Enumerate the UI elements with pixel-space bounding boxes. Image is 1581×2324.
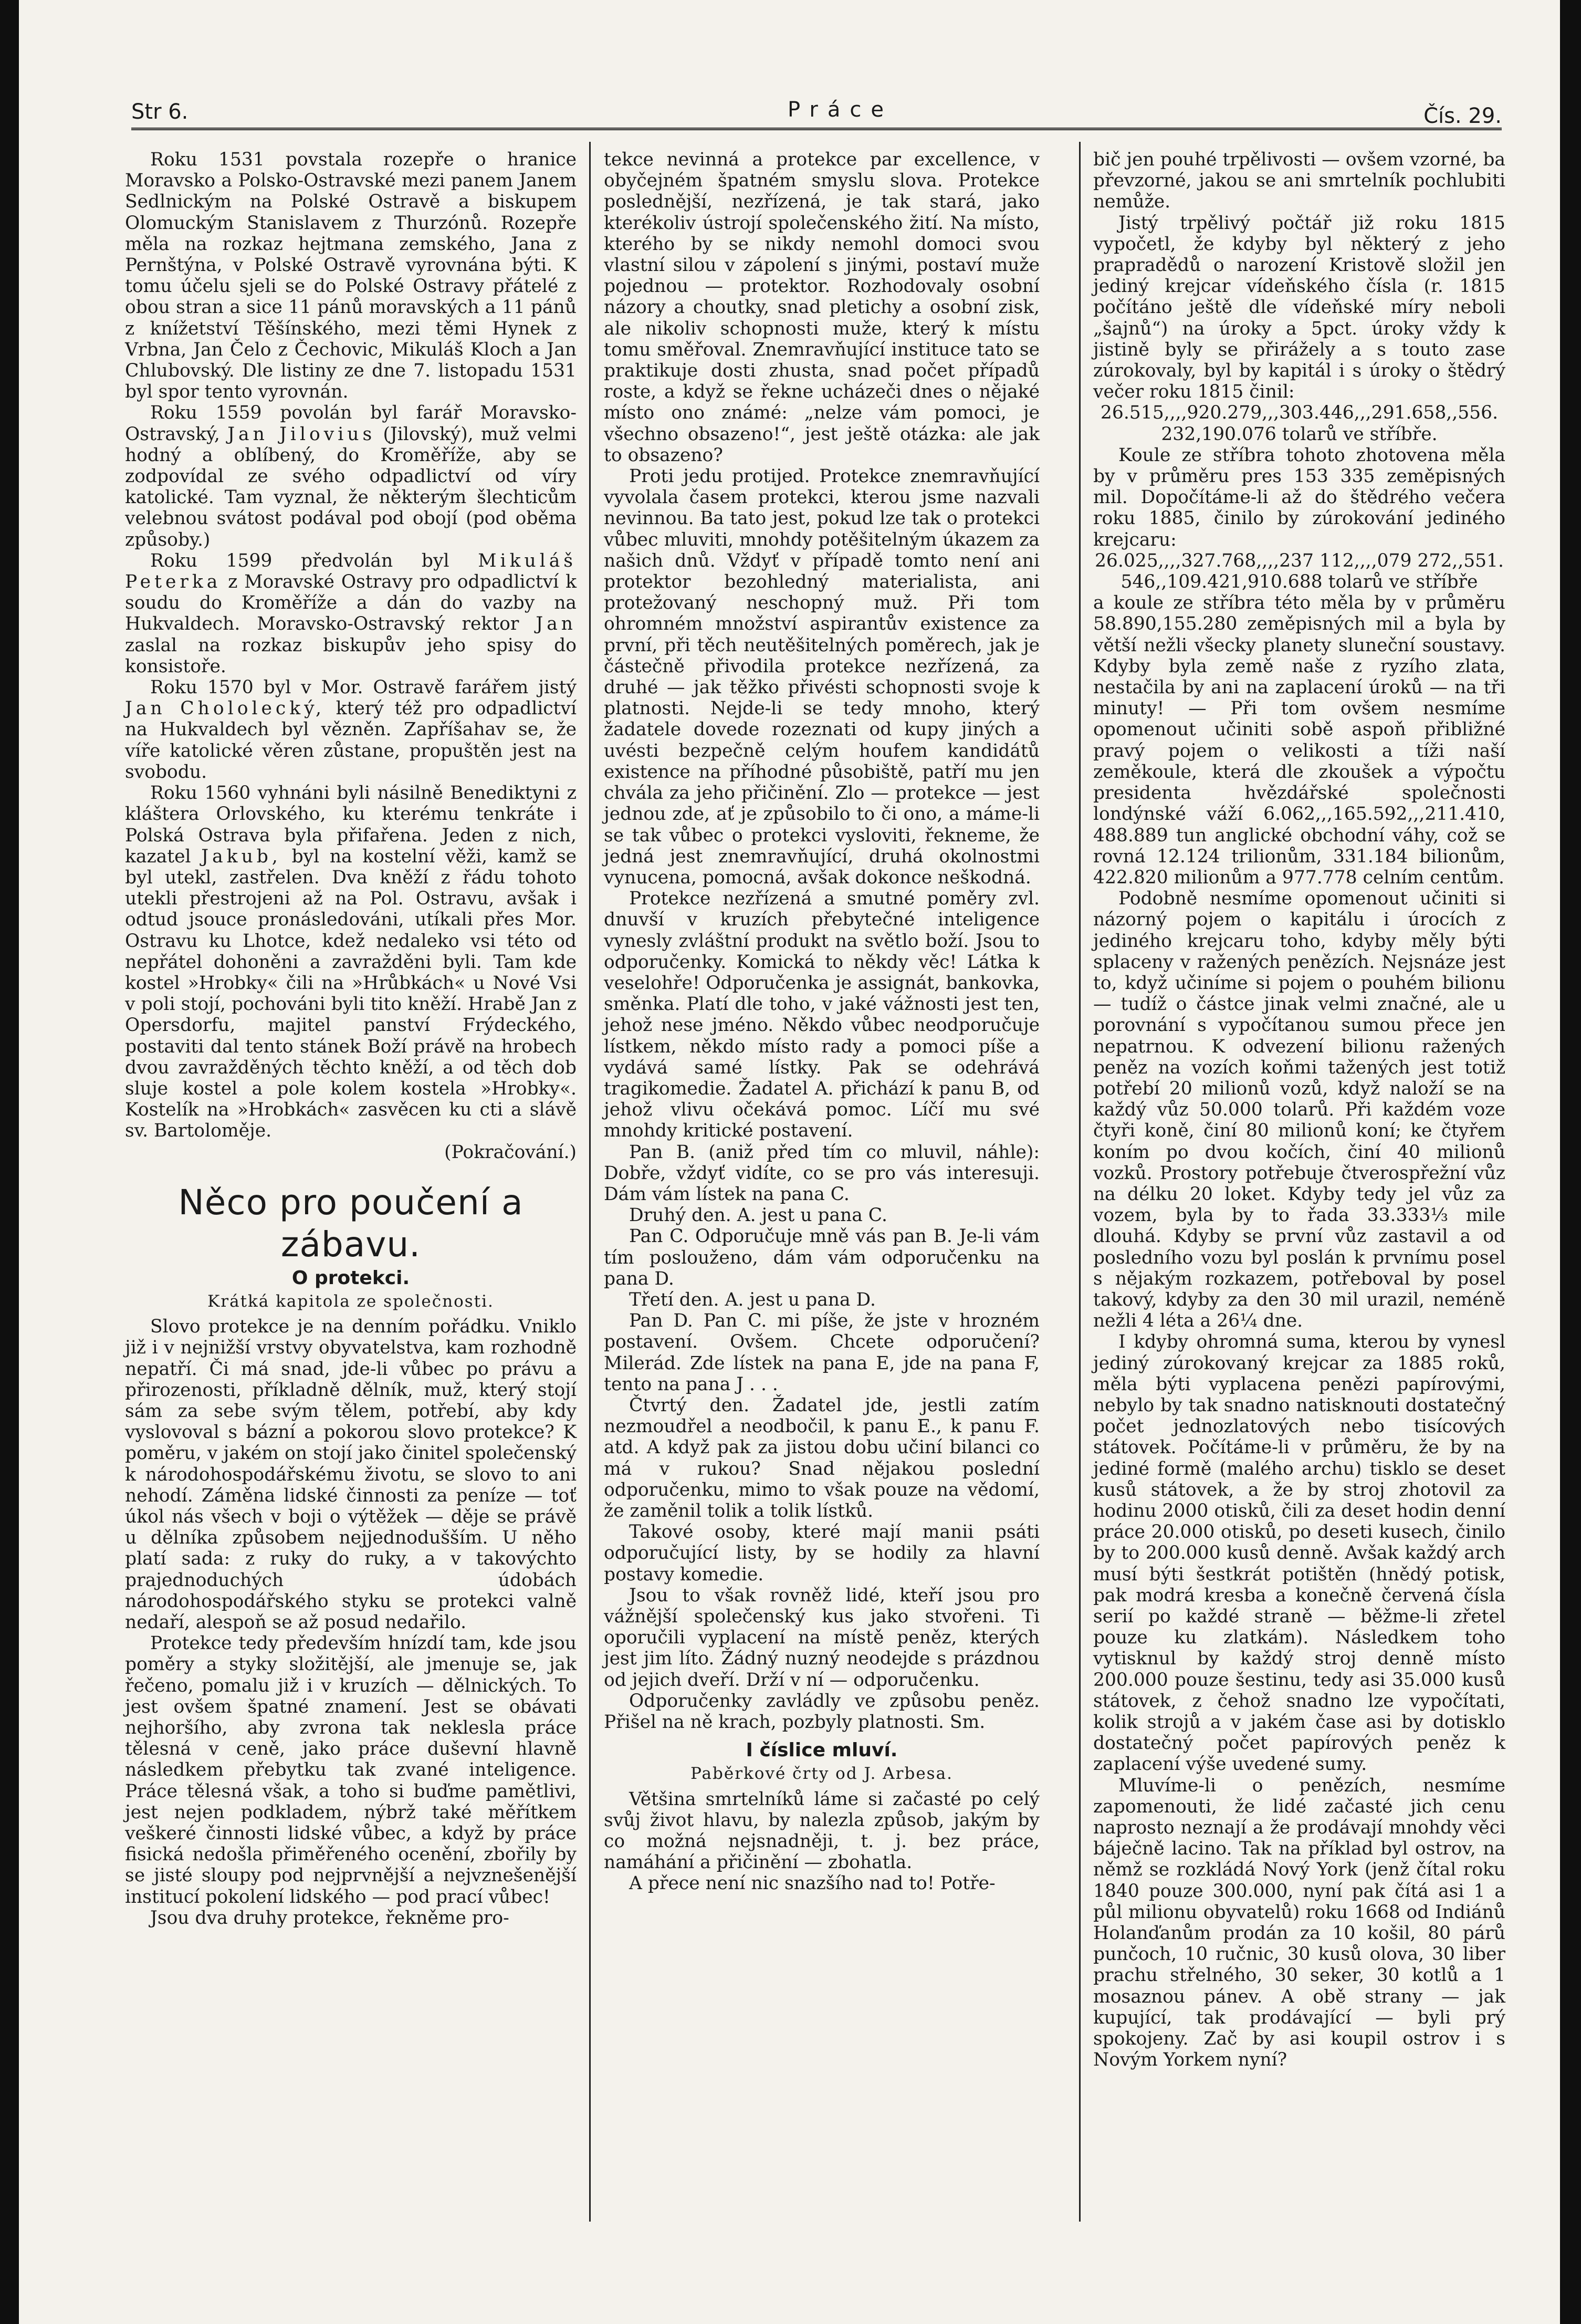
paragraph: Pan B. (aniž před tím co mluvil, náhle): Dobře, vždyť vidíte, co se pro vás interesuji. Dám vám lístek na pana C. [604, 1141, 1040, 1205]
paragraph: Odporučenky zavládly ve způsobu peněz. Přišel na ně krach, pozbyly platnosti. Sm. [604, 1690, 1040, 1733]
paragraph: I kdyby ohromná suma, kterou by vynesl jediný zúrokovaný krejcar za 1885 roků, měla býti vyplacena penězi papírovými, nebylo by tak snadno natisknouti dostatečný počet jednozlatových nebo tisícových státovek. Počítáme-li v průměru, že by na jediné formě (malého archu) tisklo se deset kusů státovek, a že by stroj zhotovil za hodinu 2000 otisků, čili za deset hodin denní práce 20.000 otisků, po deseti kusech, činilo by to 200.000 kusů denně. Avšak každý arch musí býti šestkrát potištěn (hnědý potisk, pak modrá kresba a konečně červená čísla serií po každé straně — běžme-li zřetel pouze ku zlatkám). Následkem toho vytisknul by každý stroj denně místo 200.000 pouze šestinu, tedy asi 35.000 kusů státovek, z čehož snadno lze vypočítati, kolik strojů a v jakém čase asi by dotisklo dostatečný počet papírových peněz k zaplacení výše uvedené sumy. [1093, 1331, 1505, 1775]
calculation: 26.025,,,,327.768,,,,237 112,,,,079 272,,551. 546,,109.421,910.688 tolarů ve stříbře [1094, 550, 1504, 593]
paragraph: Takové osoby, které mají manii psáti odporučující listy, by se hodily za hlavní postavy komedie. [604, 1521, 1040, 1585]
scan-edge-right [1560, 0, 1581, 2324]
person-name: Mikuláš Peterka [125, 550, 577, 593]
column-3 [1093, 149, 1505, 2070]
scan-edge-left [0, 0, 19, 2324]
paragraph: Většina smrtelníků láme si začasté po celý svůj život hlavu, by nalezla způsob, jakým by co možná nejsnadněji, t. j. bez práce, namáhání a přičinění — zbohatla. [604, 1788, 1040, 1873]
person-name: Jan Jilovius [227, 423, 376, 445]
paragraph: Protekce tedy především hnízdí tam, kde jsou poměry a styky složitější, ale jmenuje se, jak řečeno, pomalu již i v kruzích — dělnických. To jest ovšem špatné znamení. Jest se obávati nejhoršího, aby zvrona tak neklesla práce tělesná v ceně, jako práce duševní hlavně následkem přebytku tak zvané inteligence. Práce tělesná však, a toho si buďme pamětlivi, jest nejen podkladem, nýbrž také měřítkem veškeré činnosti lidské vůbec, a když by práce fisická nedošla přiměřeného ocenění, zbořily by se jisté sloupy pod nejprvnější a nejvznešenější institucí pokolení lidského — pod prací vůbec! [125, 1633, 577, 1908]
column-divider [589, 142, 591, 2222]
paragraph: Roku 1599 předvolán byl Mikuláš Peterka z Moravské Ostravy pro odpadlictví k soudu do Kroměříže a dán do vazby na Hukvaldech. Moravsko-Ostravský rektor Jan zaslal na rozkaz biskupův jeho spisy do konsistoře. [125, 550, 577, 677]
paragraph: Pan C. Odporučuje mně vás pan B. Je-li vám tím poslouženo, dám vám odporučenku na pana D. [604, 1226, 1040, 1289]
article-title: I číslice mluví. [746, 1739, 898, 1762]
paragraph: Koule ze stříbra tohoto zhotovena měla by v průměru pres 153 335 zeměpisných mil. Dopočítáme-li až do štědrého večera roku 1885, činilo by zúrokování jediného krejcaru: [1093, 444, 1505, 550]
paragraph: Roku 1570 byl v Mor. Ostravě farářem jistý Jan Chololecký, který též pro odpadlictví na Hukvaldech byl vězněn. Zapříšahav se, že víře katolické věren zůstane, propuštěn jest na svobodu. [125, 677, 577, 783]
newspaper-title: Práce [788, 98, 893, 122]
paragraph: Protekce nezřízená a smutné poměry zvl. dnuvší v kruzích přebytečné inteligence vynesly zvláštní produkt na světlo boží. Jsou to odporučenky. Komická to někdy věc! Látka k veselohře! Odporučenka je assignát, bankovka, směnka. Platí dle toho, v jaké vážnosti jest ten, jehož nese jméno. Někdo vůbec neodporučuje lístkem, někdo místo rady a pomoci píše a vydává samé lístky. Pak se odehrává tragikomedie. Žadatel A. přichází k panu B, od jehož vlivu očekává pomoc. Líčí mu své mnohdy kritické postavení. [604, 888, 1040, 1142]
paragraph: Proti jedu protijed. Protekce znemravňující vyvolala časem protekci, kterou jsme nazvali nevinnou. Ba tato jest, pokud lze tak o protekci vůbec mluviti, mnohdy potěšitelným úkazem za našich dnů. Vždyť v případě tomto není ani protektor bezohledný materialista, ani protežovaný neschopný muž. Při tom ohromném množství aspirantův existence za první, při těch neutěšitelných poměrech, jak je částečně přivodila protekce nezřízená, za druhé — jak těžko přivésti schopnosti svoje k platnosti. Nejde-li se tedy mnoho, který žadatele dovede rozeznati od kupy jiných a uvésti bezpečně celým houfem kandidátů existence na příhodné působiště, patří mu jen chvála za jeho přičinění. Zlo — protekce — jest jednou zde, ať je způsobilo to či ono, a máme-li se tak vůbec o protekci vysloviti, řekneme, že jedná jest znemravňující, druhá okolnostmi vynucena, pomocná, avšak dokonce neškodná. [604, 466, 1040, 888]
paragraph: Slovo protekce je na denním pořádku. Vniklo již i v nejnižší vrstvy obyvatelstva, kam rozhodně nepatří. Či má snad, jde-li vůbec po právu a přirozenosti, příkladně dělník, muž, který stojí sám za sebe svým tělem, potřebí, aby kdy vyslovoval s bázní a pokorou slovo protekce? K poměru, v jakém on stojí jako činitel společenský k národohospodářskému životu, se slovo to ani nehodí. Záměna lidské činnosti za peníze — toť úkol nás všech v boji o výtěžek — děje se právě u dělníka způsobem nejjednodušším. U něho platí sada: z ruky do ruky, a v takovýchto prajednoduchých údobách národohospodářského styku se protekci valně nedaří, alespoň se až posud nedařilo. [125, 1316, 577, 1633]
person-name: Jan [536, 613, 577, 635]
paragraph: Roku 1560 vyhnáni byli násilně Benediktyni z kláštera Orlovského, ku kterému tenkráte i Polská Ostrava byla přifařena. Jeden z nich, kazatel Jakub, byl na kostelní věži, kamž se byl utekl, zastřelen. Dva kněží z řádu tohoto utekli přestrojeni až na Pol. Ostravu, avšak i odtud jsouce pronásledováni, utíkali přes Mor. Ostravu ku Lhotce, kdež nedaleko vsi této od nepřátel dohoněni a zavražděni byli. Tam kde kostel »Hrobky« čili na »Hrůbkách« u Nové Vsi v poli stojí, pochováni byli tito kněží. Hrabě Jan z Opersdorfu, majitel panství Frýdeckého, postaviti dal tento stánek Boží právě na hrobech dvou zavražděných těchto kněží, a od těch dob sluje kostel a pole kolem kostela »Hrobky«. Kostelík na »Hrobkách« zasvěcen ku cti a slávě sv. Bartoloměje. [125, 783, 577, 1142]
person-name: Jakub, [201, 846, 281, 867]
paragraph: Roku 1531 povstala rozepře o hranice Moravsko a Polsko-Ostravské mezi panem Janem Sedlnickým na Polské Ostravě a biskupem Olomuckým Stanislavem z Thurzónů. Rozepře měla na rozkaz hejtmana zemského, Jana z Pernštýna, v Polské Ostravě vyrovnána býti. K tomu účelu sjeli se do Polské Ostravy přátelé z obou stran a sice 11 pánů moravských a 11 pánů z knížetství Těšínského, mezi těmi Hynek z Vrbna, Jan Čelo z Čechovic, Mikuláš Kloch a Jan Chlubovský. Dle listiny ze dne 7. listopadu 1531 byl spor tento vyrovnán. [125, 149, 577, 403]
continued-note: (Pokračování.) [444, 1141, 577, 1163]
paragraph: A přece není nic snazšího nad to! Potře- [629, 1873, 996, 1894]
header-rule [131, 128, 1502, 130]
paragraph: Roku 1559 povolán byl farář Moravsko-Ostravský, Jan Jilovius (Jilovský), muž velmi hodný a oblíbený, do Kroměříže, aby se zodpovídal ze svého odpadlictví od víry katolické. Tam vyznal, že některým šlechticům velebnou svátost podával pod obojí (pod oběma způsoby.) [125, 402, 577, 550]
paragraph: a koule ze stříbra této měla by v průměru 58.890,155.280 zeměpisných mil a byla by větší nežli všecky planety sluneční soustavy. Kdyby byla země naše z ryzího zlata, nestačila by ani na zaplacení úroků — na tři minuty! — Při tom ovšem nesmíme opomenout učiniti sobě aspoň přibližné pravý pojem o velikosti a tíži naší zeměkoule, která dle zkoušek a výpočtu presidenta hvězdářské společnosti londýnské váží 6.062,,,165.592,,,211.410, 488.889 tun anglické obchodní váhy, což se rovná 12.124 trilionům, 331.184 bilionům, 422.820 milionům a 977.778 celním centům. [1093, 592, 1505, 888]
paragraph: Třetí den. A. jest u pana D. [629, 1289, 876, 1310]
paragraph: Mluvíme-li o penězích, nesmíme zapomenouti, že lidé začasté jich cenu naprosto neznají a že prodávají mnohdy věci báječně lacino. Tak na příklad byl ostrov, na němž se rozkládá Nový York (jenž čítal roku 1840 pouze 300.000, nyní pak čítá asi 1 a půl milionu obyvatelů) roku 1668 od Indiánů Holanďanům prodán za 10 košil, 80 párů punčoch, 10 ručnic, 30 kusů olova, 30 liber prachu střelného, 30 seker, 30 kotlů a 1 mosaznou pánev. A obě strany — jak kupující, tak prodávající — byli prý spokojeny. Zač by asi koupil ostrov i s Novým Yorkem nyní? [1093, 1775, 1505, 2071]
paragraph: tekce nevinná a protekce par excellence, v obyčejném špatném smyslu slova. Protekce poslednější, nezřízená, je tak stará, jako kterékoliv ústrojí společenského žití. Na místo, kterého by se nikdy nemohl domoci svou vlastní silou v zápolení s jinými, postaví muže pojednou — protektor. Rozhodovaly osobní názory a choutky, snad pletichy a osobní zisk, ale nikoliv schopnosti muže, který k místu tomu směřoval. Znemravňující instituce tato se praktikuje dosti zhusta, snad počet případů roste, a když se řekne ucházeči dnes o nějaké místo ono známé: „nelze vám pomoci, je všechno obsazeno!“, jest ještě otázka: ale jak to obsazeno? [604, 149, 1040, 466]
paragraph: Jsou to však rovněž lidé, kteří jsou pro vážnější společenský kus jako stvořeni. Ti oporučili vyplacení na místě peněz, kterých jest jim líto. Žádný nuzný neodejde s prázdnou od jejich dveří. Drží v ní — odporučenku. [604, 1585, 1040, 1691]
article-title: O protekci. [291, 1267, 410, 1289]
paragraph: Druhý den. A. jest u pana C. [629, 1205, 887, 1226]
paragraph: Jsou dva druhy protekce, řekněme pro- [150, 1907, 509, 1929]
column-2 [604, 149, 1040, 1894]
section-title: Něco pro poučení a zábavu. [178, 1182, 523, 1265]
article-subtitle: Krátká kapitola ze společnosti. [207, 1291, 494, 1311]
author-signature: Sm. [949, 1712, 986, 1733]
article-subtitle: Paběrkové črty od J. Arbesa. [690, 1764, 953, 1784]
person-name: Jan Chololecký, [125, 698, 326, 720]
column-1 [125, 149, 577, 1929]
page-number: Str 6. [131, 100, 189, 124]
paragraph: Podobně nesmíme opomenout učiniti si názorný pojem o kapitálu i úrocích z jediného krejcaru toho, kdyby měly býti splaceny v ražených penězích. Nejsnáze jest to, když učiníme si pojem o pouhém bilionu — tudíž o částce jinak velmi značné, ale u porovnání s vypočítanou sumou přece jen nepatrnou. K odvezení bilionu ražených peněz na vozích koňmi tažených jest totiž potřebí 20 milionů vozů, když naloží se na každý vůz 50.000 tolarů. Při každém voze čtyři koně, činí 80 milionů koní; ke čtyřem koním po dvou kočích, činí 40 milionů vozků. Prostory potřebuje čtverospřežní vůz na délku 20 loket. Kdyby tedy jel vůz za vozem, byla by to řada 33.333⅓ mile dlouhá. Kdyby se první vůz zastavil a od posledního vozu byl poslán k prvnímu posel s nějakým rozkazem, potřeboval by posel takový, kdyby za den 30 mil urazil, neméně nežli 4 léta a 26¼ dne. [1093, 888, 1505, 1332]
paragraph: Čtvrtý den. Žadatel jde, jestli zatím nezmoudřel a neodbočil, k panu E., k panu F. atd. A když pak za jistou dobu učiní bilanci co má v rukou? Snad nějakou poslední odporučenku, mimo to však pouze na vědomí, že zaměnil tolik a tolik lístků. [604, 1394, 1040, 1521]
calculation: 26.515,,,,920.279,,,303.446,,,291.658,,556. 232,190.076 tolarů ve stříbře. [1100, 402, 1499, 445]
paragraph: Pan D. Pan C. mi píše, že jste v hrozném postavení. Ovšem. Chcete odporučení? Milerád. Zde lístek na pana E, jde na pana F, tento na pana J . . . [604, 1310, 1040, 1395]
column-divider [1079, 142, 1081, 2222]
paragraph: Jistý trpělivý počtář již roku 1815 vypočetl, že kdyby byl některý z jeho prapradědů o narození Kristově složil jen jediný krejcar vídeňského čísla (r. 1815 počítáno ještě dle vídeňské míry neboli „šajnů“) na úroky a 5pct. úroky vždy k jistině byly se přirážely a s touto zase zúrokovaly, byl by kapitál i s úroky o štědrý večer roku 1815 činil: [1093, 212, 1505, 403]
issue-number: Čís. 29. [1423, 104, 1502, 128]
paragraph: bič jen pouhé trpělivosti — ovšem vzorné, ba převzorné, jakou se ani smrtelník pochlubiti nemůže. [1093, 149, 1505, 213]
